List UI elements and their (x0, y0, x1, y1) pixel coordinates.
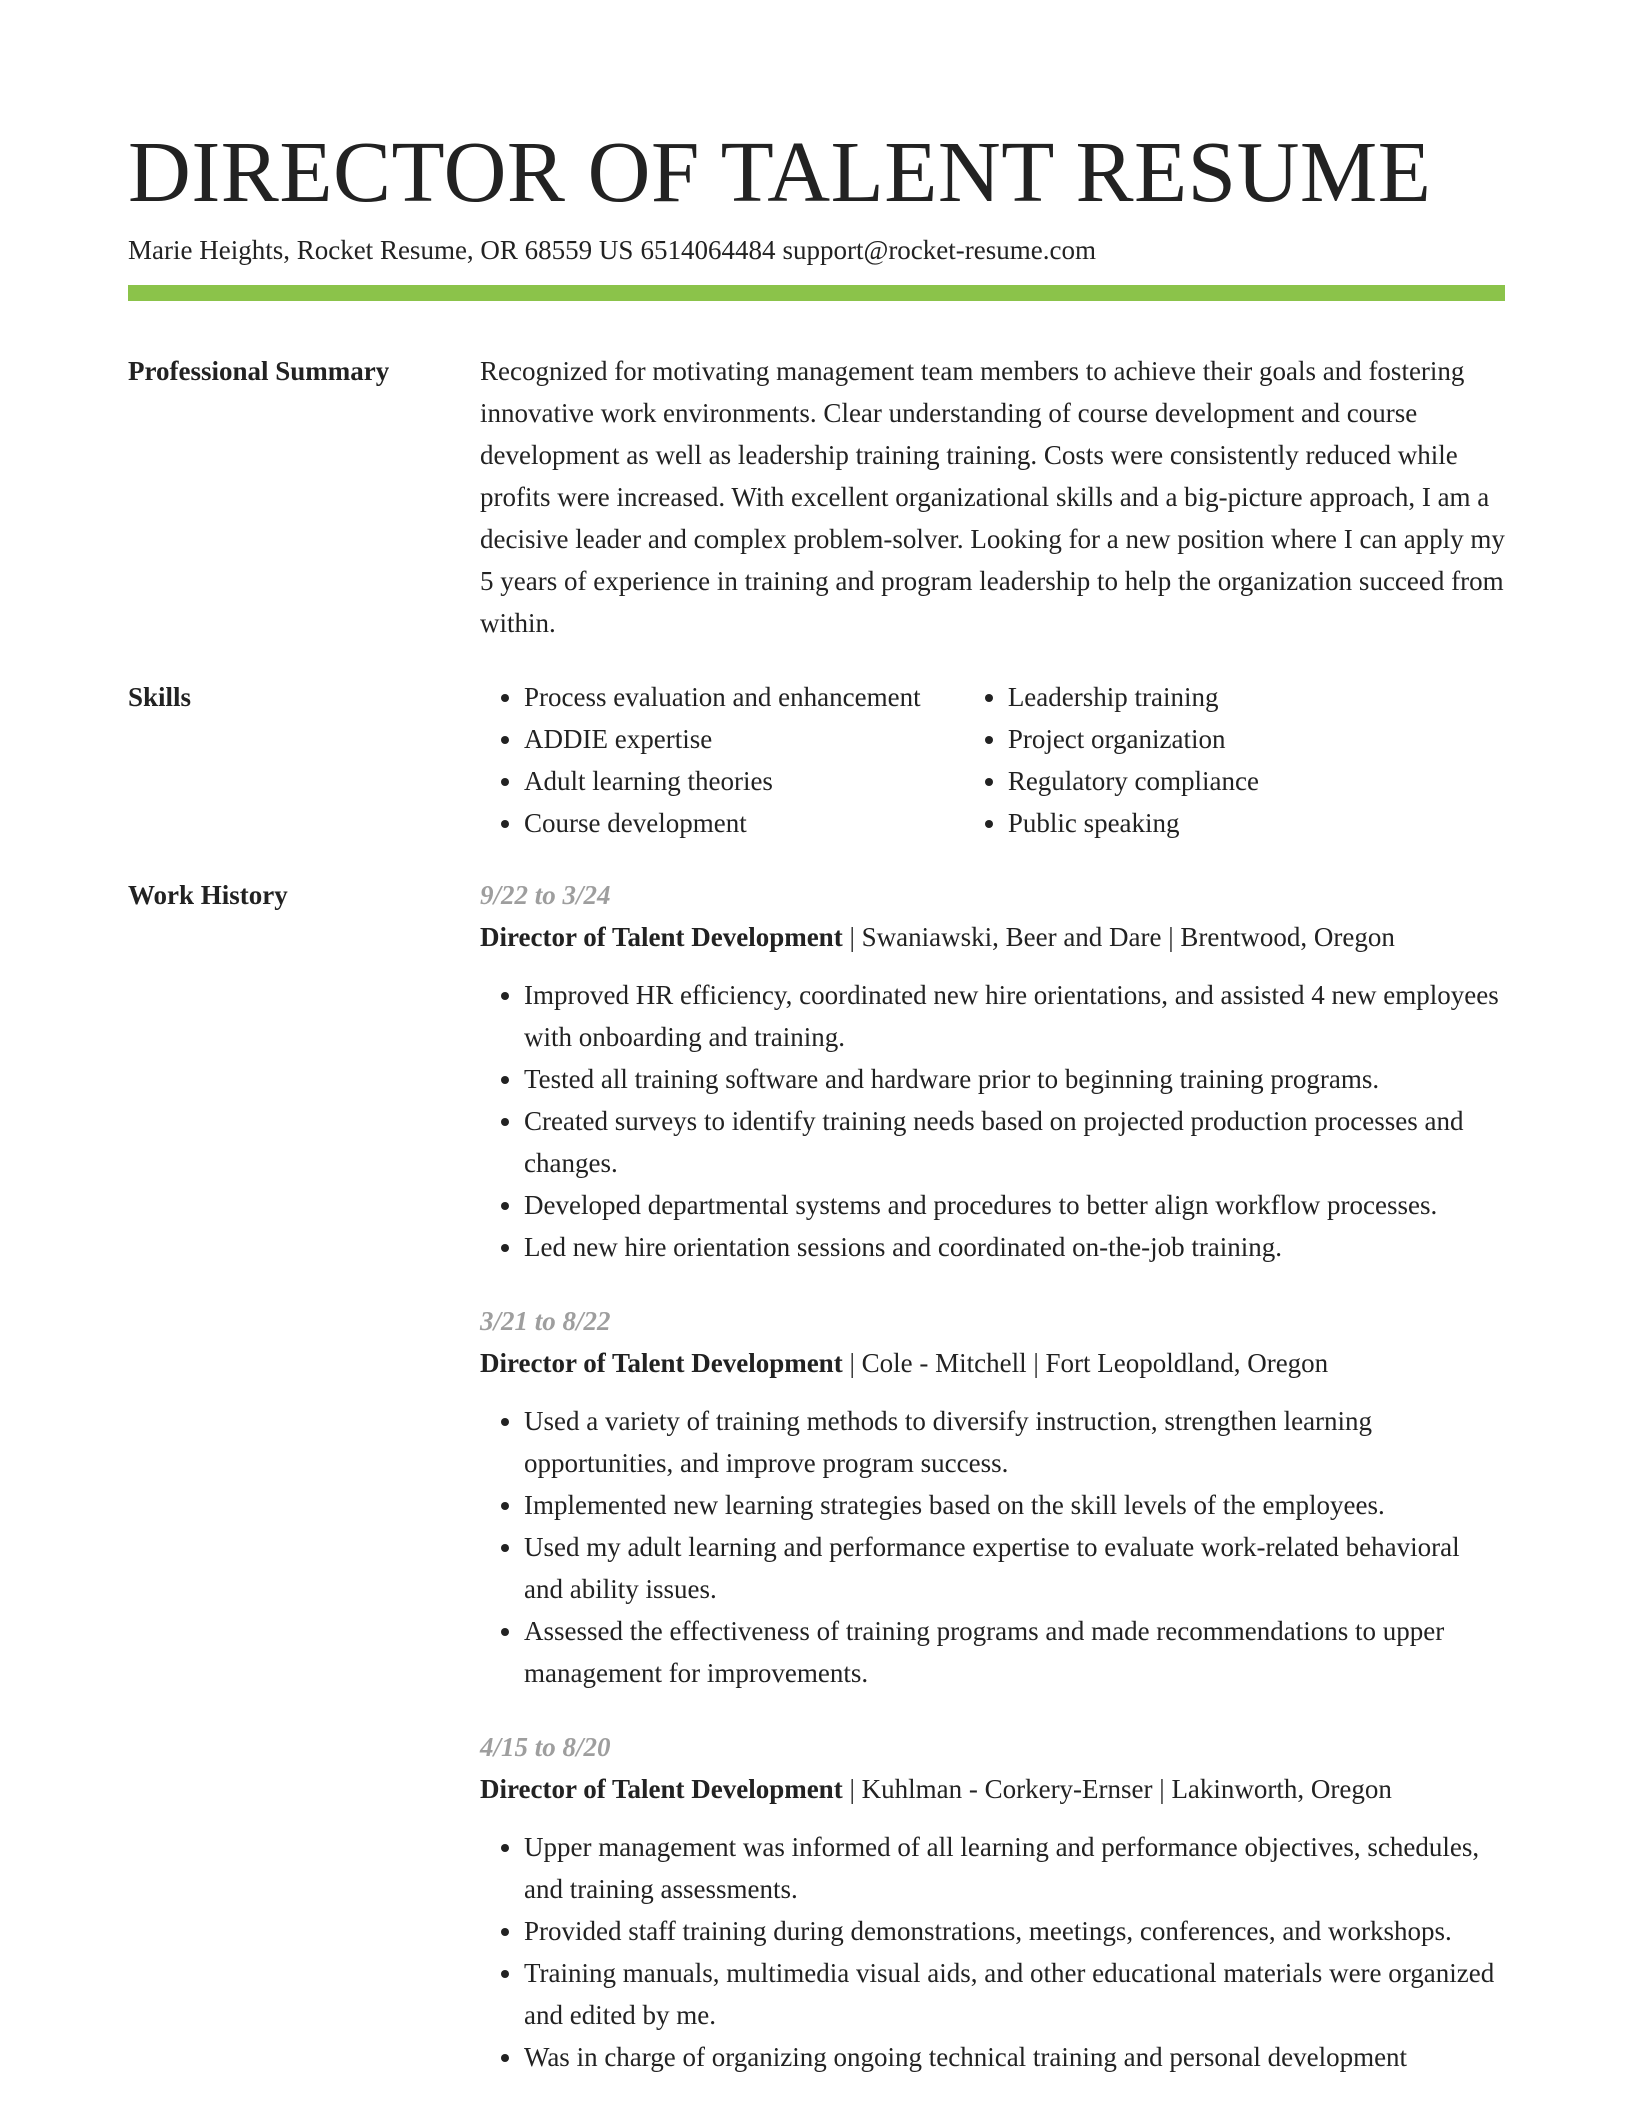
job-entry (480, 1300, 1505, 1694)
skills-list-left (480, 676, 964, 844)
separator: | (1168, 922, 1174, 952)
skill-item: • Adult learning theories (524, 760, 964, 802)
job-bullet: • Used my adult learning and performance expertise to evaluate work-related behavioral and ability issues. (524, 1526, 1505, 1610)
job-bullet: • Was in charge of organizing ongoing technical training and personal development (524, 2036, 1505, 2078)
job-dates: 4/15 to 8/20 (480, 1732, 611, 1762)
skill-item: • Course development (524, 802, 964, 844)
job-bullet: • Developed departmental systems and procedures to better align workflow processes. (524, 1184, 1505, 1226)
skill-item: • Public speaking (1008, 802, 1505, 844)
skills-section (480, 676, 1505, 844)
separator: | (849, 922, 855, 952)
contact-line (128, 232, 1096, 268)
job-entry (480, 1726, 1505, 2078)
summary-heading: Professional Summary (128, 356, 390, 386)
job-bullets (480, 1400, 1505, 1694)
job-company: Swaniawski, Beer and Dare (861, 922, 1162, 952)
job-bullet: • Tested all training software and hardware prior to beginning training programs. (524, 1058, 1505, 1100)
job-location: Brentwood, Oregon (1180, 922, 1395, 952)
job-bullet: • Led new hire orientation sessions and coordinated on-the-job training. (524, 1226, 1505, 1268)
job-bullet: • Provided staff training during demonstrations, meetings, conferences, and workshops. (524, 1910, 1505, 1952)
job-company: Kuhlman - Corkery-Ernser (861, 1774, 1153, 1804)
job-header (480, 1768, 1505, 1810)
contact-email: support@rocket-resume.com (782, 235, 1096, 265)
job-title: Director of Talent Development (480, 1774, 843, 1804)
job-bullet: • Training manuals, multimedia visual aids, and other educational materials were organized and edited by me. (524, 1952, 1505, 2036)
skill-item: • Leadership training (1008, 676, 1505, 718)
job-company: Cole - Mitchell (861, 1348, 1027, 1378)
summary-section (480, 350, 1505, 644)
job-title: Director of Talent Development (480, 1348, 843, 1378)
separator: | (849, 1348, 855, 1378)
job-bullet: • Used a variety of training methods to diversify instruction, strengthen learning opportunities, and improve program success. (524, 1400, 1505, 1484)
separator: | (849, 1774, 855, 1804)
header-divider (128, 285, 1505, 301)
skill-item: • Project organization (1008, 718, 1505, 760)
job-entry (480, 874, 1505, 1268)
job-bullet: • Upper management was informed of all learning and performance objectives, schedules, and training assessments. (524, 1826, 1505, 1910)
job-bullets (480, 974, 1505, 1268)
job-title: Director of Talent Development (480, 922, 843, 952)
contact-phone: 6514064484 (640, 235, 776, 265)
job-bullet: • Implemented new learning strategies based on the skill levels of the employees. (524, 1484, 1505, 1526)
skills-list-right (964, 676, 1505, 844)
resume-title: DIRECTOR OF TALENT RESUME (128, 123, 1432, 220)
job-location: Lakinworth, Oregon (1171, 1774, 1392, 1804)
job-bullet: • Created surveys to identify training needs based on projected production processes and changes. (524, 1100, 1505, 1184)
job-bullet: • Assessed the effectiveness of training programs and made recommendations to upper management for improvements. (524, 1610, 1505, 1694)
skill-item: • Regulatory compliance (1008, 760, 1505, 802)
skill-item: • ADDIE expertise (524, 718, 964, 760)
job-dates: 9/22 to 3/24 (480, 880, 611, 910)
job-location: Fort Leopoldland, Oregon (1045, 1348, 1329, 1378)
work-history-heading: Work History (128, 880, 288, 910)
job-bullet: • Improved HR efficiency, coordinated new hire orientations, and assisted 4 new employees with onboarding and training. (524, 974, 1505, 1058)
skill-item: • Process evaluation and enhancement (524, 676, 964, 718)
separator: | (1159, 1774, 1165, 1804)
summary-text: Recognized for motivating management team members to achieve their goals and fostering innovative work environments. Clear understanding of course development and course development as well as leadership training training. Costs were consistently reduced while profits were increased. With excellent organizational skills and a big-picture approach, I am a decisive leader and complex problem-solver. Looking for a new position where I can apply my 5 years of experience in training and program leadership to help the organization succeed from within. (480, 356, 1505, 638)
work-history-section (480, 874, 1505, 2110)
job-header (480, 1342, 1505, 1384)
skills-heading: Skills (128, 682, 192, 712)
job-bullets (480, 1826, 1505, 2078)
job-dates: 3/21 to 8/22 (480, 1306, 611, 1336)
contact-address: Marie Heights, Rocket Resume, OR 68559 US (128, 235, 634, 265)
job-header (480, 916, 1505, 958)
separator: | (1033, 1348, 1039, 1378)
